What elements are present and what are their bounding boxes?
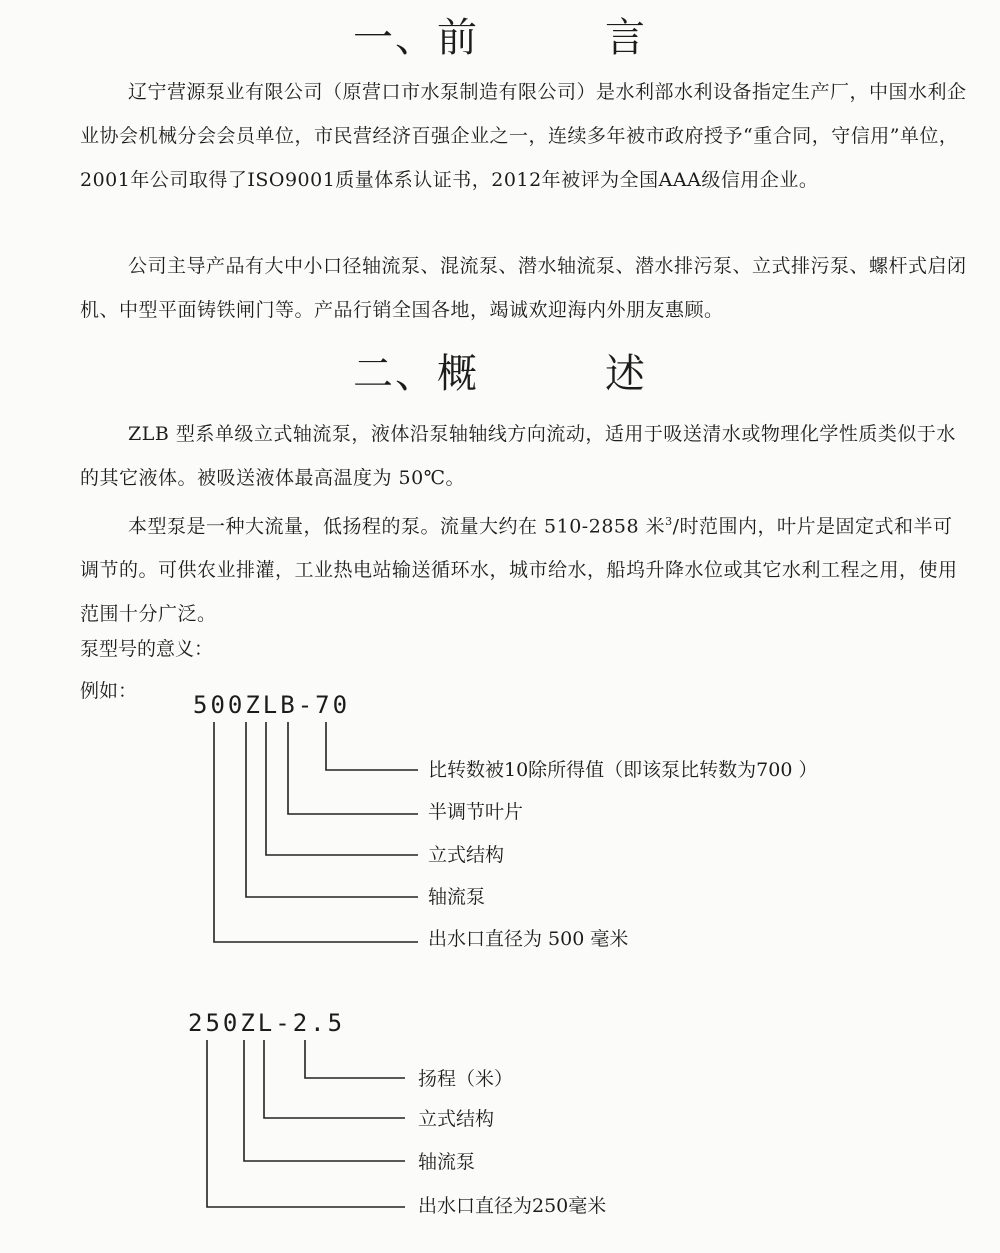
overview-paragraph-2-text-a: 本型泵是一种大流量，低扬程的泵。流量大约在 510-2858 米	[128, 515, 666, 538]
ex1-label-vertical-structure: 立式结构	[428, 844, 505, 866]
ex2-bracket-z	[244, 1040, 405, 1161]
ex1-label-outlet-diameter: 出水口直径为 500 毫米	[428, 928, 629, 950]
ex2-label-axial-pump: 轴流泵	[418, 1151, 476, 1173]
ex1-label-specific-speed: 比转数被10除所得值（即该泵比转数为700 ）	[428, 759, 818, 781]
superscript-3: 3	[665, 515, 673, 528]
ex1-bracket-500	[214, 722, 418, 942]
section-heading-overview: 二、概 述	[353, 351, 647, 397]
ex1-label-semi-adjustable-blade: 半调节叶片	[428, 801, 524, 823]
section-heading-preface: 一、前 言	[353, 15, 647, 61]
preface-paragraph-2: 公司主导产品有大中小口径轴流泵、混流泵、潜水轴流泵、潜水排污泵、立式排污泵、螺杆式启闭机、中型平面铸铁闸门等。产品行销全国各地，竭诚欢迎海内外朋友惠顾。	[80, 255, 967, 321]
example-label: 例如：	[80, 680, 138, 702]
model-code-500zlb-70: 500ZLB-70	[193, 691, 351, 719]
ex1-label-axial-pump: 轴流泵	[428, 886, 486, 908]
overview-paragraph-1-text: ZLB 型系单级立式轴流泵，液体沿泵轴轴线方向流动，适用于吸送清水或物理化学性质类似于水的其它液体。被吸送液体最高温度为 50℃。	[80, 423, 956, 489]
ex1-bracket-z	[246, 722, 418, 897]
ex2-label-vertical-structure: 立式结构	[418, 1108, 495, 1130]
overview-paragraph-2-text-b: /时范围内，叶片是固定式和半可调节的。可供农业排灌，工业热电站输送循环水，城市给水，船坞升降水位或其它水利工程之用，使用范围十分广泛。	[80, 515, 958, 626]
model-code-250zl-2-5: 250ZL-2.5	[188, 1009, 346, 1037]
model-meaning-label: 泵型号的意义：	[80, 638, 214, 660]
preface-paragraph-1: 辽宁营源泵业有限公司（原营口市水泵制造有限公司）是水利部水利设备指定生产厂，中国水利企业协会机械分会会员单位，市民营经济百强企业之一，连续多年被市政府授予“重合同，守信用”单位，2001年公司取得了ISO9001质量体系认证书，2012年被评为全国AAA级信用企业。	[80, 81, 967, 191]
ex2-label-head: 扬程（米）	[418, 1068, 514, 1090]
ex2-label-outlet-diameter: 出水口直径为250毫米	[418, 1195, 607, 1217]
ex2-bracket-l	[264, 1040, 405, 1118]
ex2-bracket-250	[207, 1040, 405, 1207]
ex1-bracket-b	[288, 722, 418, 814]
ex2-bracket-2-5	[305, 1040, 405, 1078]
ex1-bracket-70	[326, 722, 418, 770]
